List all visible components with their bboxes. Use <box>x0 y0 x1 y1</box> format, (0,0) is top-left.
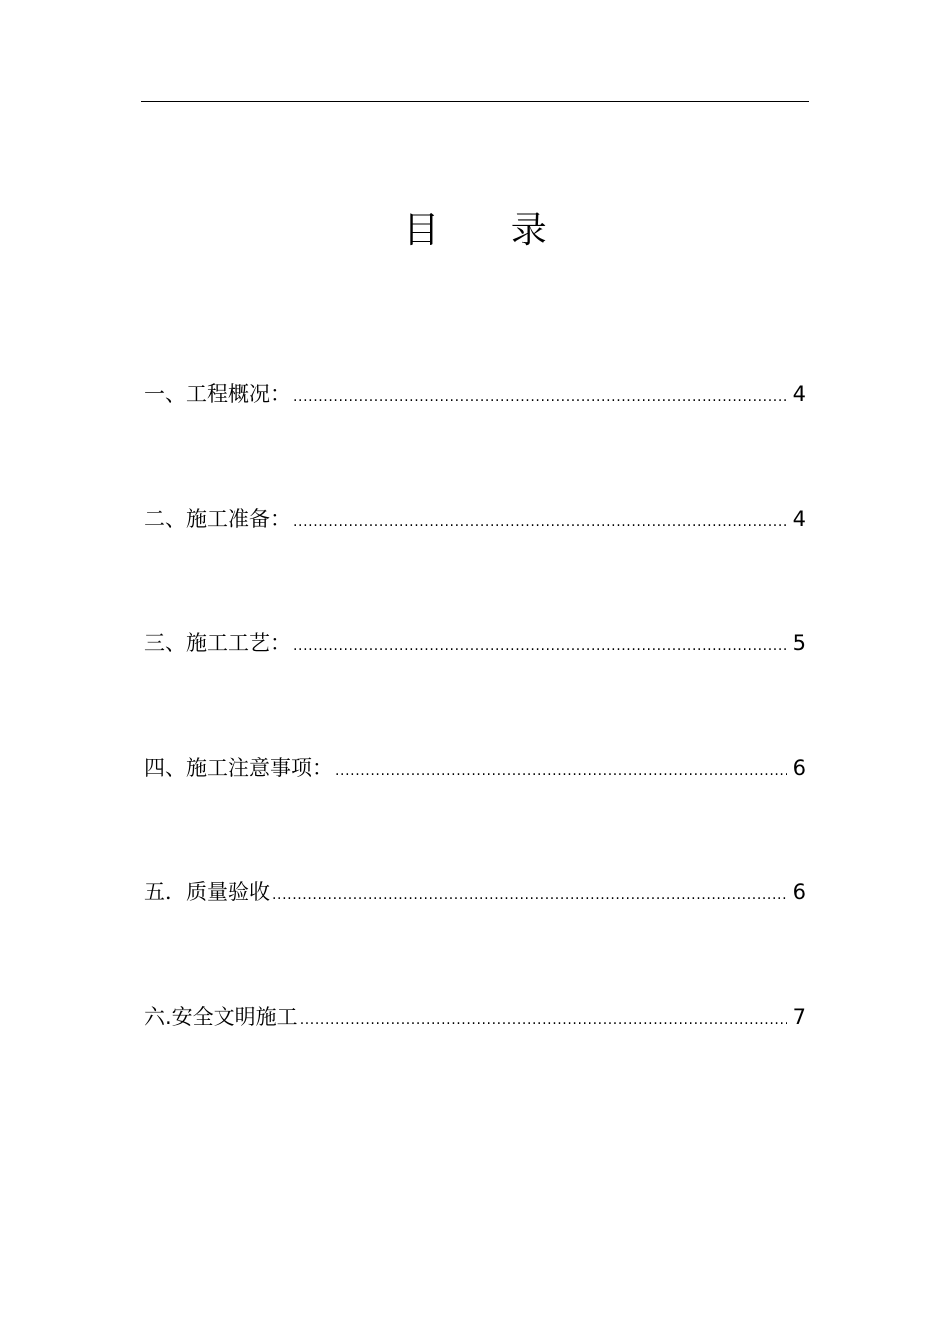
toc-entry-5[interactable] <box>144 876 806 908</box>
toc-dot-leader <box>293 381 787 413</box>
toc-entry-1[interactable] <box>144 378 806 410</box>
toc-page-number: 6 <box>792 755 806 780</box>
toc-page-number: 5 <box>792 631 806 656</box>
toc-entry-6[interactable] <box>144 1001 806 1033</box>
toc-page-number: 6 <box>792 880 806 905</box>
toc-dot-leader <box>300 1004 787 1036</box>
toc-page-number: 4 <box>792 382 806 406</box>
toc-entry-label: 三、施工工艺： <box>144 631 291 656</box>
toc-dot-leader <box>293 630 787 662</box>
header-rule <box>141 101 809 102</box>
toc-entry-label: 一、工程概况： <box>144 382 291 406</box>
toc-entry-label: 六.安全文明施工 <box>144 1004 298 1029</box>
table-of-contents <box>144 378 806 1126</box>
toc-page-number: 4 <box>792 506 806 531</box>
toc-page-number: 7 <box>792 1004 806 1029</box>
toc-entry-label: 四、施工注意事项： <box>144 755 333 780</box>
toc-dot-leader <box>272 879 787 911</box>
page-title: 目 录 <box>403 210 577 252</box>
toc-entry-2[interactable] <box>144 503 806 535</box>
toc-entry-label: 二、施工准备： <box>144 506 291 531</box>
toc-entry-3[interactable] <box>144 627 806 659</box>
toc-dot-leader <box>293 506 787 538</box>
toc-entry-label: 五．质量验收 <box>144 880 270 905</box>
toc-dot-leader <box>335 755 787 787</box>
toc-entry-4[interactable] <box>144 752 806 784</box>
